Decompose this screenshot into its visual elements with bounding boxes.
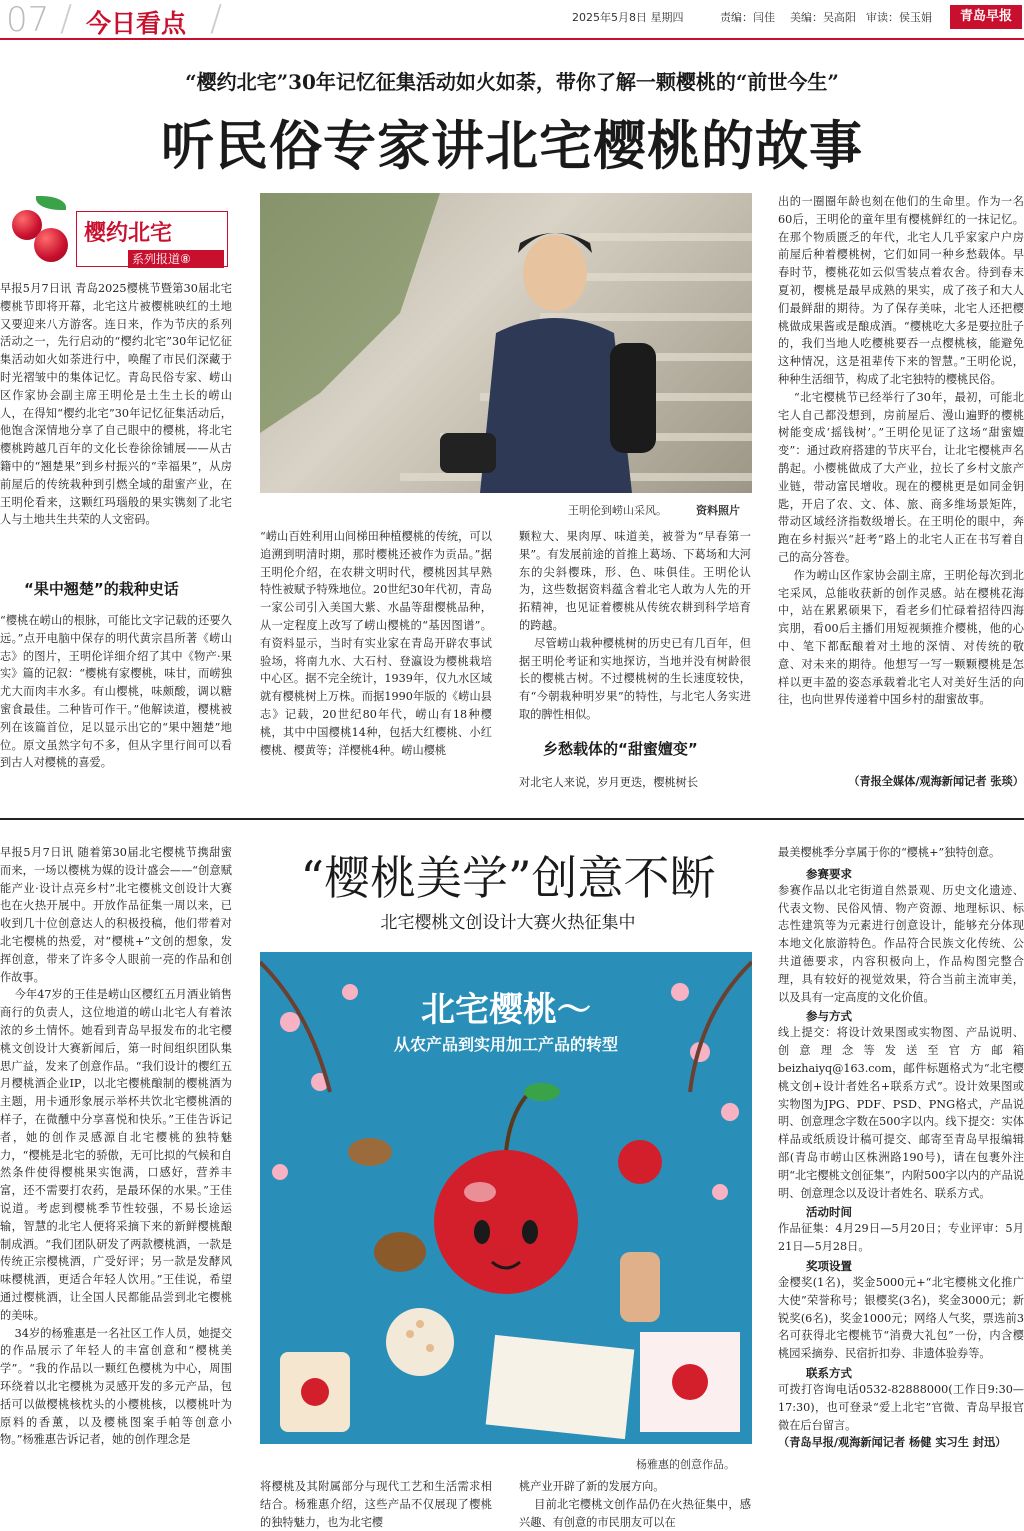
schedule-heading: 活动时间 — [806, 1205, 852, 1220]
story1-col4: 出的一圈圈年龄也刻在他们的生命里。作为一名60后，王明伦的童年里有樱桃鲜红的一抹记忆。在那个物质匮乏的年代，北宅人几乎家家户户房前屋后种着樱桃树，它们如同一种乡愁载体。早春时节，樱桃花如云似雪装点着农舍。待到春末夏初，樱桃是最早成熟的果实，成了孩子和大人们最鲜甜的期待。为了保存美味，北宅人还把樱桃做成果酱或是酿成酒。“樱桃吃大多是要拉肚子的，我们当地人吃樱桃要吞一点樱桃核，能避免这种情况，这是祖辈传下来的智慧。”王明伦说，种种生活细节，构成了北宅独特的樱桃民俗。 “北宅樱桃节已经举行了30年，最初，可能北宅人自己都没想到，房前屋后、漫山遍野的樱桃树能变成‘摇钱树’。”王明伦见证了这场“甜蜜嬗变”：通过政府搭建的节庆平台，让北宅樱桃声名鹊起。小樱桃做成了大产业，拉长了乡村文旅产业链，带动富民增收。现在的樱桃更是如同金钥匙，开启了农、文、体、旅、商多维场景矩阵，带动区域经济指数级增长。在王明伦的眼中，奔跑在乡村振兴“赶考”路上的北宅人正在书写着自己的高分答卷。 作为崂山区作家协会副主席，王明伦每次到北宅采风，总能收获新的创作灵感。站在樱桃花海中，站在累累硕果下，看老乡们忙碌着招待四海宾朋，看00后主播们用短视频推介樱桃，他的心中、笔下都酝酿着对土地的深情、对传统的敬意、对未来的期待。他想写一写一颗颗樱桃是怎样以更丰盈的姿态承载着北宅人对美好生活的向往，也向世界传递着中国乡村的甜蜜故事。 — [778, 195, 1024, 707]
photo-credit: 资料照片 — [696, 504, 740, 517]
story1-col3-b: 对北宅人来说，岁月更迭，樱桃树长 — [519, 776, 699, 789]
story1-kicker: “樱约北宅”30年记忆征集活动如火如荼，带你了解一颗樱桃的“前世今生” — [185, 70, 839, 94]
story2-col2: 将樱桃及其附属部分与现代工艺和生活需求相结合。杨雅惠介绍，这些产品不仅展现了樱桃的独特魅力，也为北宅樱 — [260, 1480, 492, 1529]
story1-headline: 听民俗专家讲北宅樱桃的故事 — [161, 116, 863, 177]
leaf-icon — [36, 196, 66, 210]
story1-subhead2: 乡愁载体的“甜蜜嬗变” — [543, 740, 698, 758]
story1-byline: （青报全媒体/观海新闻记者 张琰） — [848, 774, 1024, 788]
poster-subtitle: 从农产品到实用加工产品的转型 — [393, 1035, 618, 1054]
story1-photo — [260, 193, 752, 493]
poster-title: 北宅樱桃～ — [421, 990, 591, 1030]
poster-caption: 杨雅惠的创意作品。 — [636, 1458, 735, 1471]
story2-col3: 桃产业开辟了新的发展方向。 目前北宅樱桃文创作品仍在火热征集中，感兴趣、有创意的市民朋友可以在 — [519, 1480, 751, 1529]
story2-col1: 早报5月7日讯 随着第30届北宅樱桃节携甜蜜而来，一场以樱桃为媒的设计盛会——“创意赋能产业·设计点亮乡村”北宅樱桃文创设计大赛也在火热开展中。开放作品征集一周以来，已收到几十位创意达人的积极投稿，他们带着对北宅樱桃的热爱，对“樱桃+”文创的想象，发挥创意，带来了许多令人眼前一亮的作品和创作故事。 今年47岁的王佳是崂山区樱红五月酒业销售商行的负责人，这位地道的崂山北宅人有着浓浓的乡土情怀。她看到青岛早报发布的北宅樱桃文创设计大赛新闻后，第一时间组织团队集思广益，发来了创意作品。“我们设计的樱红五月樱桃酒企业IP，以北宅樱桃酿制的樱桃酒为主题，用卡通形象展示举杯共饮北宅樱桃酒的样子，在微醺中分享喜悦和快乐。”王佳告诉记者，她的创作灵感源自北宅樱桃的独特魅力，“樱桃是北宅的骄傲，无可比拟的气候和自然条件使得樱桃果实饱满，口感好，营养丰富，还不需要打农药，是最环保的水果。”王佳说道。考虑到樱桃季节性较强，不易长途运输，智慧的北宅人便将采摘下来的新鲜樱桃酿制成酒。“我们团队研发了两款樱桃酒，一款是传统正宗樱桃酒，广受好评；另一款是发酵风味樱桃酒，更适合年轻人饮用。”王佳说，希望通过樱桃酒，让全国人民都能品尝到北宅樱桃的美味。 34岁的杨雅惠是一名社区工作人员，她提交的作品展示了年轻人的丰富创意和“樱桃美学”。“我的作品以一颗红色樱桃为中心，周围环绕着以北宅樱桃为灵感开发的多元产品，包括可以做樱桃核枕头的小樱桃核，以樱桃叶为原料的香薰，以及樱桃图案手帕等创意小物。”杨雅惠告诉记者，她的创作理念是 — [0, 846, 232, 1447]
header-divider: / — [60, 0, 73, 39]
header-divider: / — [210, 0, 223, 39]
awards-text: 金樱奖(1名)，奖金5000元+“北宅樱桃文化推广大使”荣誉称号；银樱奖(3名)，奖金3000元；新锐奖(6名)，奖金1000元；网络人气奖，票选前3名可获得北宅樱桃节“消费大礼包”一份，内含樱桃园采摘券、民宿折扣券、非遗体验券等。 — [778, 1275, 1024, 1361]
participation-text: 线上提交：将设计效果图或实物图、产品说明、创意理念等发送至官方邮箱beizhaiyq@163.com，邮件标题格式为“北宅樱桃文创+设计者姓名+联系方式”。设计效果图或实物图为JPG、PDF、PSD、PNG格式，产品说明、创意理念字数在500字以内。线下提交：实体样品或纸质设计稿可提交、邮寄至青岛早报编辑部(青岛市崂山区株洲路190号)，请在包裹外注明“北宅樱桃文创征集”，内附500字以内的产品说明、创意理念以及设计者姓名、联系方式。 — [778, 1026, 1024, 1200]
requirements-text: 参赛作品以北宅街道自然景观、历史文化遗迹、代表文物、民俗风情、物产资源、地理标识、标志性建筑等为元素进行创意设计，能够充分体现本地文化旅游特色。作品符合民族文化传统、公共道德要求，内容积极向上，作品构图完整合理，具有较好的视觉效果，符合当前主流审美，以及具有一定高度的文化价值。 — [778, 883, 1024, 1004]
story2-byline: （青岛早报/观海新闻记者 杨健 实习生 封迅） — [778, 1435, 1007, 1450]
contest-info-column — [778, 844, 1024, 1531]
editor-credit: 责编：闫佳 — [720, 11, 775, 24]
creative-poster — [260, 952, 752, 1444]
story2-headline: “樱桃美学”创意不断 — [300, 851, 716, 905]
participation-heading: 参与方式 — [806, 1009, 852, 1024]
designer-credit: 美编：吴高阳 — [790, 11, 856, 24]
awards-heading: 奖项设置 — [806, 1258, 852, 1273]
story2-subhead: 北宅樱桃文创设计大赛火热征集中 — [380, 913, 636, 933]
schedule-text: 作品征集：4月29日—5月20日；专业评审：5月21日—5月28日。 — [778, 1222, 1024, 1254]
contest-intro: 最美樱桃季分享属于你的“樱桃+”独特创意。 — [778, 846, 1001, 859]
story1-col3-a: 颗粒大、果肉厚、味道美，被誉为“早春第一果”。有发展前途的首推上葛场、下葛场和大河东的尖斜樱珠，形、色、味俱佳。王明伦认为，这些数据资料蕴含着北宅人敢为人先的开拓精神，也见证着樱桃从传统农耕到科学培育的跨越。 尽管崂山栽种樱桃树的历史已有几百年，但据王明伦考证和实地探访，当地并没有树龄很长的樱桃古树。不过樱桃树的生长速度较快，有“今朝栽种明岁果”的特性，与北宅人务实进取的脾性相似。 — [519, 530, 751, 721]
story1-col1-intro: 早报5月7日讯 青岛2025樱桃节暨第30届北宅樱桃节即将开幕，北宅这片被樱桃映红的土地又要迎来八方游客。连日来，作为节庆的系列活动之一，先行启动的“樱约北宅”30年记忆征集活动如火如荼进行中，唤醒了市民们深藏于时光褶皱中的集体记忆。青岛民俗专家、崂山区作家协会副主席王明伦是土生土长的崂山人，在得知“樱约北宅”30年记忆征集活动后，他饱含深情地分享了自己眼中的樱桃，将北宅樱桃跨越几百年的文化长卷徐徐铺展——从古籍中的“翘楚果”到乡村振兴的“幸福果”，从房前屋后的传统栽种到引燃全域的甜蜜产业，在王明伦看来，这颗红玛瑙般的果实镌刻了北宅人与土地共生共荣的人文密码。 — [0, 282, 232, 527]
badge-series: 系列报道⑧ — [128, 250, 224, 268]
contact-heading: 联系方式 — [806, 1365, 852, 1380]
contact-text: 可拨打咨询电话0532-82888000(工作日9:30—17:30)，也可登录“爱上北宅”官微、青岛早报官微在后台留言。 — [778, 1382, 1024, 1432]
cherry-icon — [34, 228, 68, 262]
section-title: 今日看点 — [86, 9, 187, 38]
story1-col2: “崂山百姓利用山间梯田种植樱桃的传统，可以追溯到明清时期，那时樱桃还被作为贡品。”据王明伦介绍，在农耕文明时代，樱桃因其早熟特性被赋予特殊地位。20世纪30年代初，青岛一家公司引入美国大紫、水晶等甜樱桃品种，从一定程度上改写了崂山樱桃的“基因图谱”。有资料显示，当时有实业家在青岛开辟农事试验场，将南九水、大石村、登瀛设为樱桃栽培中心区。据不完全统计，1939年，仅九水区域就有樱桃树上万株。而据1990年版的《崂山县志》记载，20世纪80年代，崂山有18种樱桃，其中中国樱桃14种，包括大红樱桃、小红樱桃、樱黄等；洋樱桃4种。崂山樱桃 — [260, 530, 492, 757]
newspaper-logo: 青岛早报 — [950, 5, 1022, 29]
issue-date: 2025年5月8日 星期四 — [572, 11, 684, 24]
story-divider — [0, 818, 1024, 820]
page-number: 07 — [6, 0, 50, 40]
poster-artwork — [260, 952, 752, 1444]
proof-credit: 审读：侯玉娟 — [866, 11, 932, 24]
story1-subhead1: “果中翘楚”的栽种史话 — [24, 580, 179, 598]
photo-caption: 王明伦到崂山采风。 — [568, 504, 667, 517]
story1-col1-body: “樱桃在崂山的根脉，可能比文字记载的还要久远。”点开电脑中保存的明代黄宗昌所著《崂山志》的图片，王明伦详细介绍了其中《物产·果实》篇的记叙：“樱桃有家樱桃，味甘，而崂独尤大而肉丰水多。有山樱桃，味颇酸，调以糖蜜食最佳。二种皆可作干。”他解读道，樱桃被列在该篇首位，足以显示出它的“果中翘楚”地位。原文虽然字句不多，但从字里行间可以看到古人对樱桃的喜爱。 — [0, 614, 232, 770]
stone-steps-photo — [260, 193, 752, 493]
requirements-heading: 参赛要求 — [806, 866, 852, 881]
badge-title: 樱约北宅 — [84, 220, 173, 246]
